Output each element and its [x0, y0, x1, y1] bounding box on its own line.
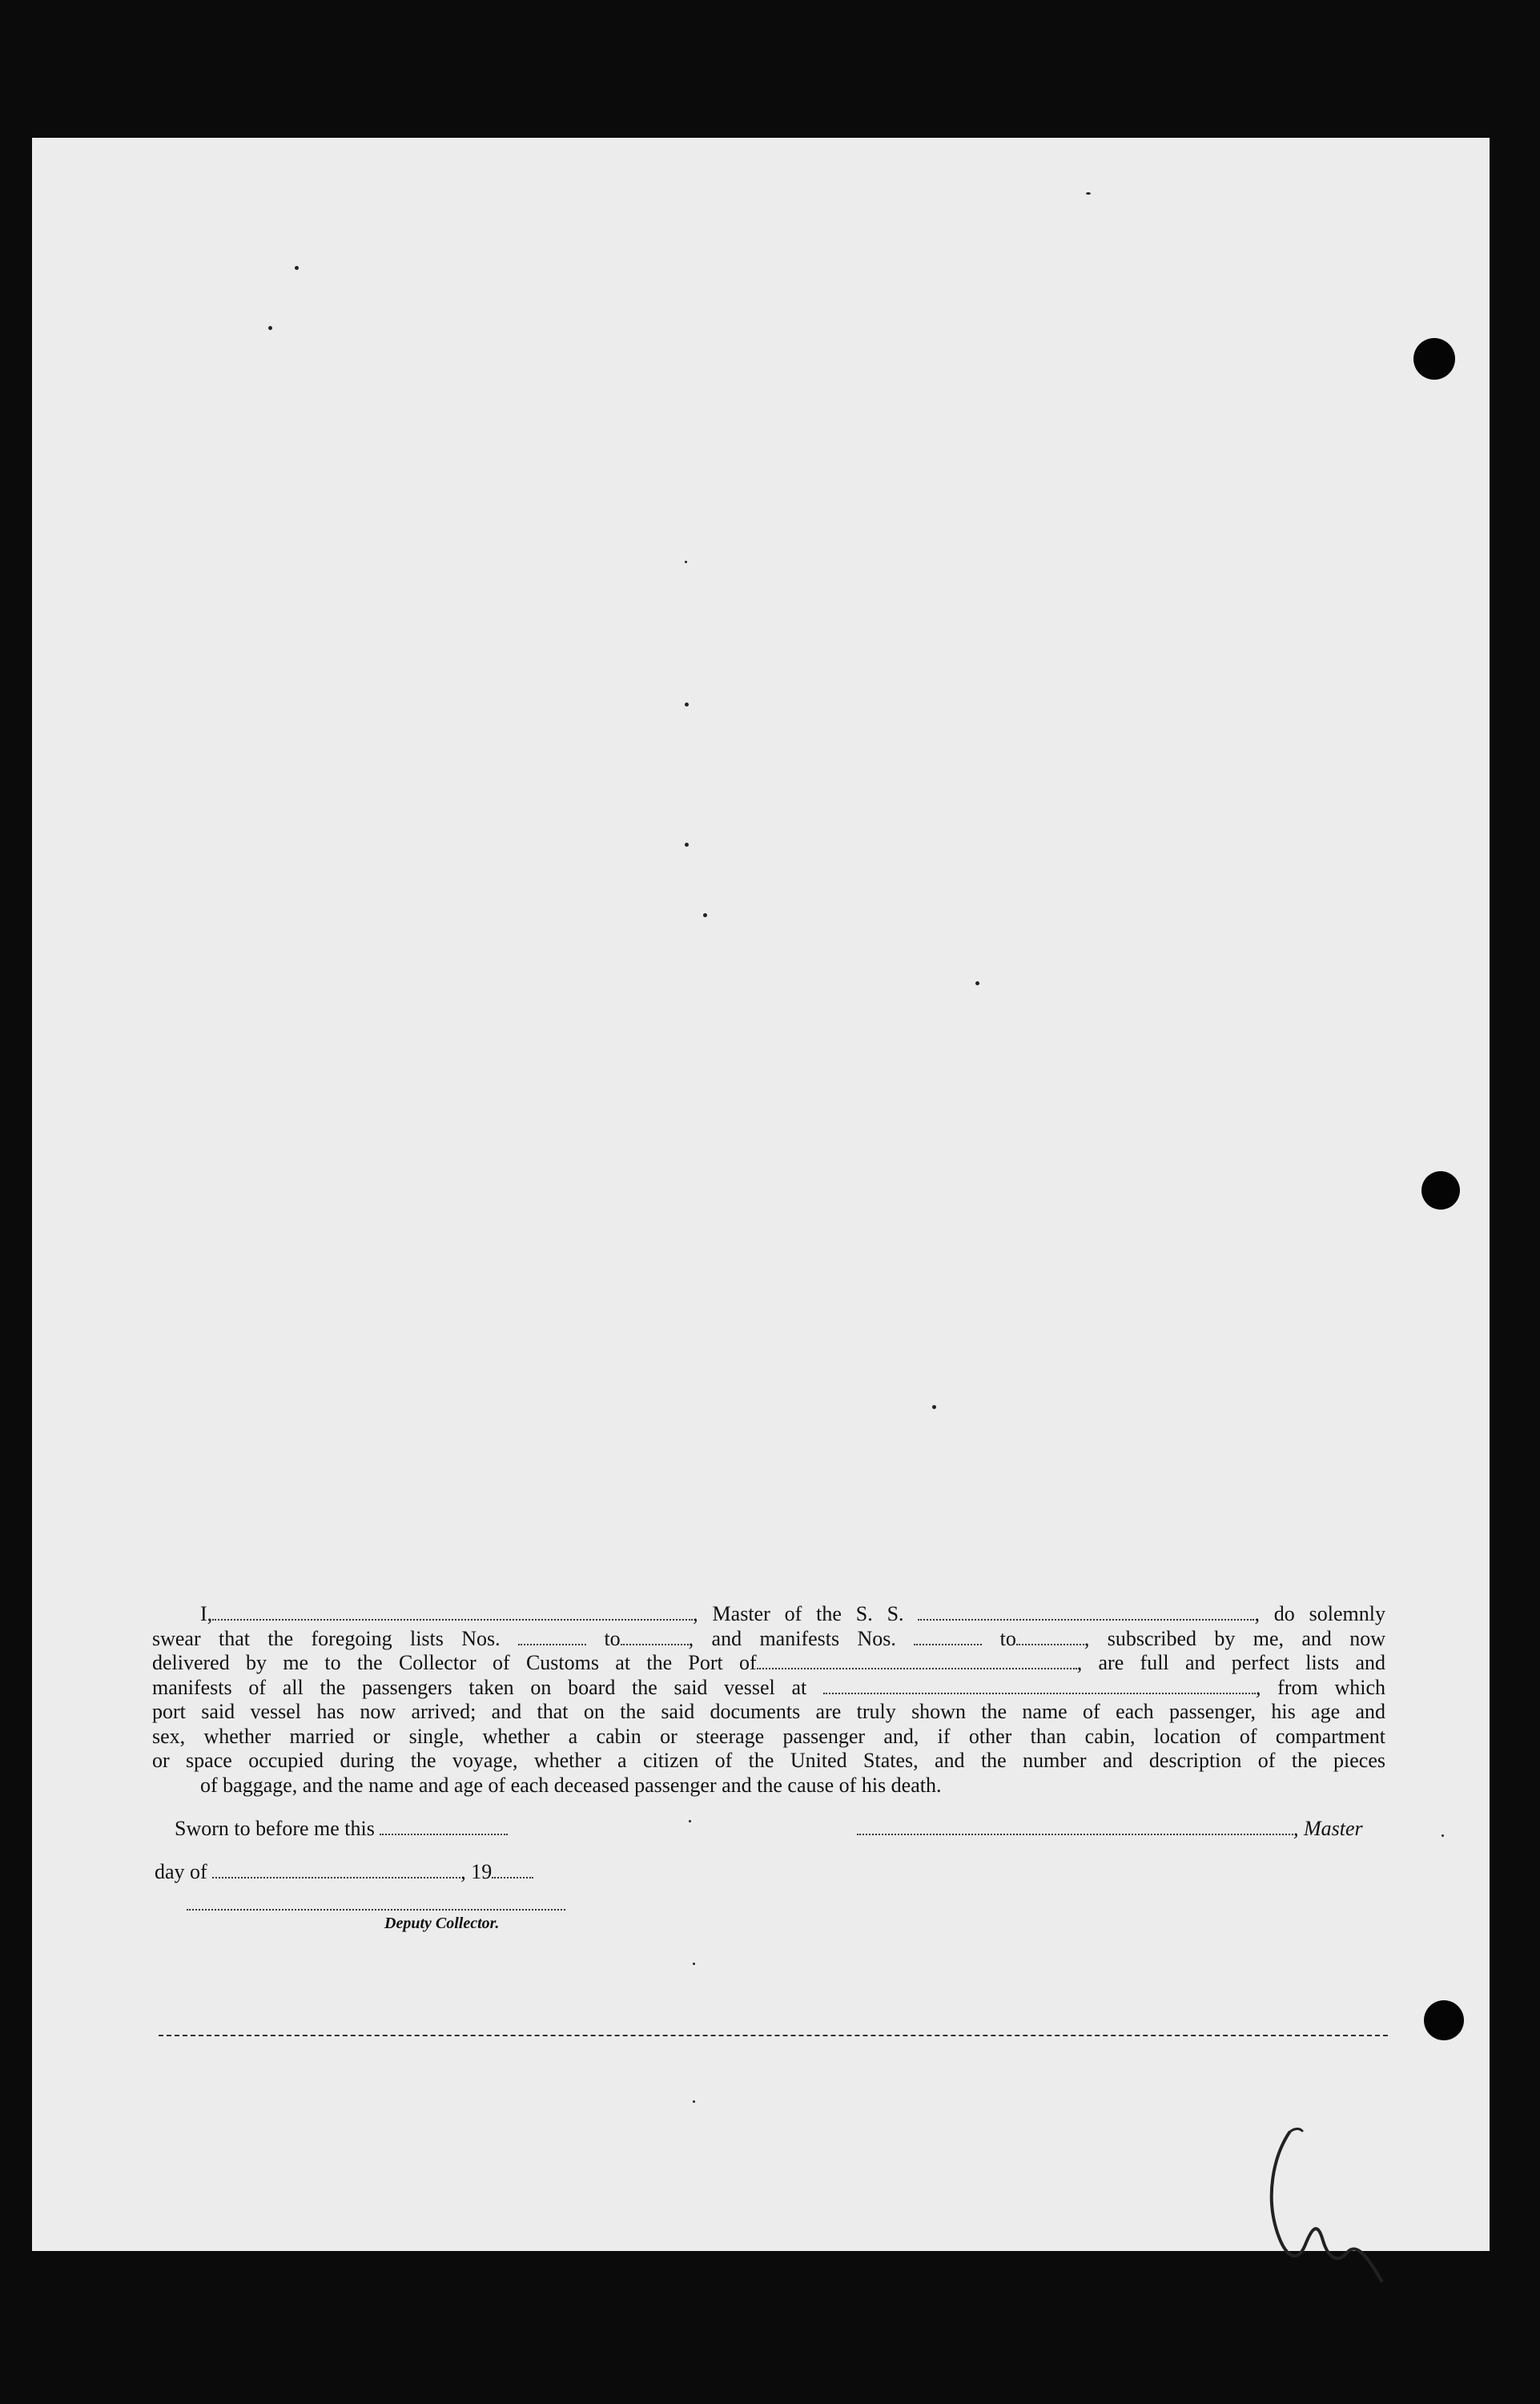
oath-port-of: delivered by me to the Collector of Customs at the Port of — [152, 1651, 757, 1674]
oath-full-perfect: , are full and perfect lists and — [1076, 1651, 1385, 1674]
speck — [693, 1963, 695, 1965]
speck — [693, 2100, 695, 2103]
oath-vessel-at: manifests of all the passengers taken on board the said vessel at — [152, 1675, 807, 1699]
speck — [1441, 1834, 1444, 1837]
day-line — [155, 1860, 533, 1884]
deputy-signature-rule[interactable] — [187, 1909, 565, 1911]
speck — [932, 1405, 936, 1409]
lists-to-blank[interactable] — [621, 1629, 689, 1645]
oath-i: I, — [200, 1602, 213, 1625]
oath-line-3 — [152, 1651, 1385, 1676]
oath-to-2: to — [999, 1626, 1016, 1650]
vessel-name-blank[interactable] — [918, 1605, 1254, 1621]
oath-line-8: of baggage, and the name and age of each deceased passenger and the cause of his death. — [200, 1773, 942, 1797]
oath-do-solemnly: , do solemnly — [1254, 1602, 1386, 1625]
year-prefix: , 19 — [460, 1860, 493, 1883]
oath-line-2 — [152, 1627, 1385, 1652]
handwritten-mark — [1249, 2124, 1425, 2309]
oath-line-7: or space occupied during the voyage, whether a citizen of the United States, and the number and description of the pieces — [152, 1749, 1385, 1772]
manifests-from-blank[interactable] — [914, 1629, 982, 1645]
speck — [689, 1820, 691, 1822]
speck — [1086, 192, 1091, 195]
oath-subscribed: , subscribed by me, and now — [1084, 1626, 1386, 1650]
punch-hole-top — [1413, 338, 1455, 380]
oath-master-of-ss: , Master of the S. S. — [693, 1602, 904, 1625]
oath-paragraph — [152, 1602, 1385, 1798]
speck — [975, 981, 979, 985]
speck — [685, 843, 689, 847]
sworn-date-blank[interactable] — [380, 1819, 508, 1835]
dashed-divider — [159, 2035, 1388, 2036]
speck — [685, 561, 687, 563]
vessel-at-blank[interactable] — [823, 1678, 1256, 1694]
speck — [703, 913, 707, 917]
master-name-blank[interactable] — [212, 1605, 693, 1621]
lists-from-blank[interactable] — [518, 1629, 586, 1645]
master-signature-line — [857, 1817, 1363, 1841]
punch-hole-bottom — [1424, 2000, 1464, 2040]
oath-lists-nos: swear that the foregoing lists Nos. — [152, 1626, 501, 1650]
manifests-to-blank[interactable] — [1016, 1629, 1084, 1645]
document-page — [32, 138, 1490, 2251]
sworn-text: Sworn to before me this — [175, 1817, 375, 1840]
year-blank[interactable] — [492, 1862, 533, 1879]
oath-manifests-nos: , and manifests Nos. — [688, 1626, 896, 1650]
oath-line-5: port said vessel has now arrived; and that on the said documents are truly shown the name of each passenger, his age and — [152, 1700, 1385, 1723]
oath-line-4 — [152, 1676, 1385, 1701]
master-label: , Master — [1293, 1817, 1363, 1840]
sworn-line — [175, 1817, 508, 1841]
oath-line-6: sex, whether married or single, whether a cabin or steerage passenger and, if other than cabin, location of compartment — [152, 1724, 1385, 1748]
oath-line-1 — [152, 1602, 1385, 1627]
oath-to: to — [604, 1626, 621, 1650]
port-of-blank[interactable] — [757, 1653, 1077, 1669]
speck — [295, 266, 299, 270]
oath-from-which: , from which — [1255, 1675, 1385, 1699]
punch-hole-middle — [1421, 1171, 1460, 1210]
day-of-text: day of — [155, 1860, 207, 1883]
master-signature-blank[interactable] — [857, 1819, 1293, 1835]
deputy-collector-label: Deputy Collector. — [384, 1915, 500, 1932]
speck — [268, 326, 272, 330]
speck — [685, 703, 689, 707]
day-of-blank[interactable] — [212, 1862, 460, 1879]
